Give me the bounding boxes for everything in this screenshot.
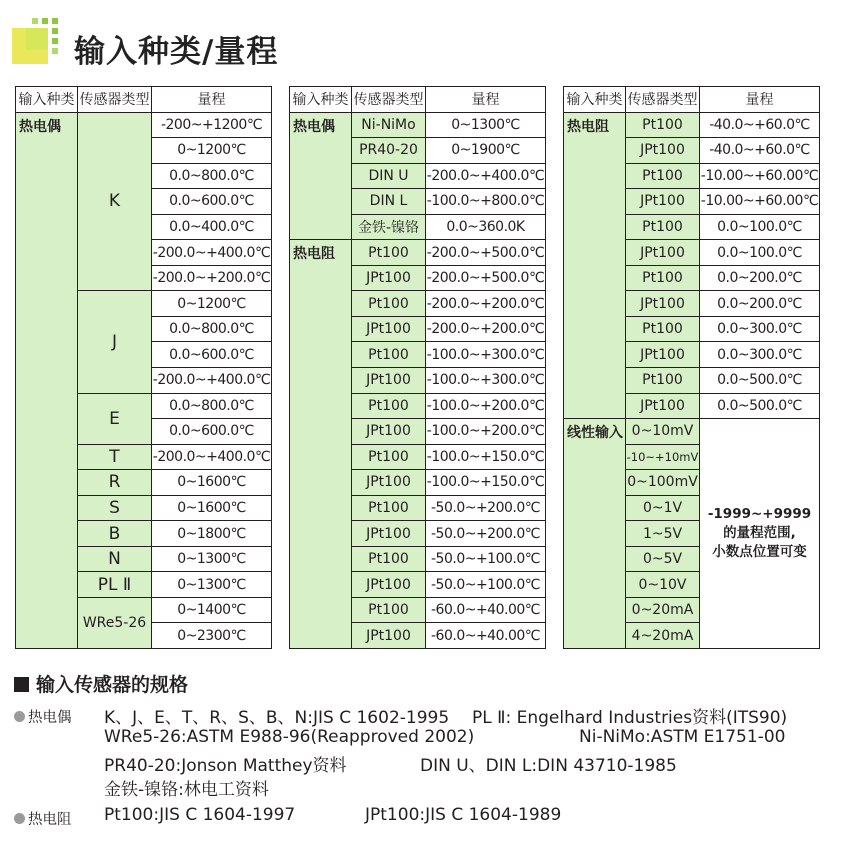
- range-cell: -40.0~+60.0℃: [700, 138, 820, 164]
- range-cell: 0~1600℃: [152, 470, 272, 496]
- sensor-type-cell: JPt100: [352, 316, 426, 342]
- sensor-type-cell: JPt100: [626, 138, 700, 164]
- page-header: [12, 14, 612, 70]
- range-cell: -200.0~+400.0℃: [152, 444, 272, 470]
- sensor-type-cell: Pt100: [626, 368, 700, 394]
- sensor-type-cell: Pt100: [352, 393, 426, 419]
- spec-line: DIN U、DIN L:DIN 43710-1985: [420, 756, 677, 776]
- sensor-type-cell: T: [78, 444, 152, 470]
- page-title: 输入种类/量程: [74, 34, 279, 70]
- sensor-type-cell: Pt100: [626, 265, 700, 291]
- range-cell: -200.0~+500.0℃: [426, 240, 546, 266]
- sensor-type-cell: Pt100: [352, 495, 426, 521]
- range-cell: 0~1400℃: [152, 597, 272, 623]
- spec-section-title-text: 输入传感器的规格: [36, 674, 189, 696]
- range-cell: -60.0~+40.00℃: [426, 623, 546, 649]
- title-corner-mark-icon: [12, 14, 62, 64]
- range-cell: -200.0~+200.0℃: [426, 291, 546, 317]
- sensor-type-cell: 金铁-镍铬: [352, 214, 426, 240]
- sensor-type-cell: 0~5V: [626, 546, 700, 572]
- header-input-type: 输入种类: [290, 87, 352, 113]
- sensor-type-cell: -10~+10mV: [626, 444, 700, 470]
- sensor-type-cell: 0~10V: [626, 572, 700, 598]
- spec-line: Ni-NiMo:ASTM E1751-00: [579, 727, 786, 747]
- range-cell: 0~1200℃: [152, 291, 272, 317]
- sensor-type-cell: DIN U: [352, 163, 426, 189]
- spec-line: JPt100:JIS C 1604-1989: [365, 805, 562, 825]
- range-cell: 0~1300℃: [426, 112, 546, 138]
- range-cell: -100.0~+800.0℃: [426, 189, 546, 215]
- table-row: [290, 112, 546, 138]
- sensor-type-cell: Pt100: [626, 316, 700, 342]
- range-cell: -50.0~+100.0℃: [426, 572, 546, 598]
- sensor-type-cell: Pt100: [352, 444, 426, 470]
- input-type-cell: 热电偶: [16, 112, 78, 648]
- sensor-type-cell: Pt100: [352, 291, 426, 317]
- range-cell: 0.0~500.0℃: [700, 393, 820, 419]
- table-row: [16, 112, 272, 138]
- table-row: [564, 112, 820, 138]
- sensor-type-cell: K: [78, 112, 152, 291]
- table-header-row: [564, 87, 820, 113]
- sensor-type-cell: JPt100: [626, 291, 700, 317]
- table-row: [564, 419, 820, 445]
- sensor-type-cell: JPt100: [352, 470, 426, 496]
- input-type-cell: 热电阻: [564, 112, 626, 419]
- range-cell: 0.0~600.0℃: [152, 342, 272, 368]
- range-cell: 0.0~800.0℃: [152, 393, 272, 419]
- range-cell: -50.0~+200.0℃: [426, 521, 546, 547]
- spec-line: WRe5-26:ASTM E988-96(Reapproved 2002): [104, 727, 475, 747]
- range-cell: 0.0~800.0℃: [152, 316, 272, 342]
- spec-line: PL Ⅱ: Engelhard Industries资料(ITS90): [472, 708, 788, 728]
- sensor-type-cell: E: [78, 393, 152, 444]
- sensor-type-cell: S: [78, 495, 152, 521]
- sensor-type-cell: 0~100mV: [626, 470, 700, 496]
- note-line: -1999~+9999: [707, 506, 812, 523]
- range-cell: 0~1600℃: [152, 495, 272, 521]
- sensor-type-cell: PR40-20: [352, 138, 426, 164]
- sensor-type-cell: Pt100: [352, 342, 426, 368]
- table-header-row: [16, 87, 272, 113]
- range-cell: -50.0~+100.0℃: [426, 546, 546, 572]
- rtd-label-text: 热电阻: [28, 812, 72, 828]
- sensor-type-cell: N: [78, 546, 152, 572]
- sensor-type-cell: Pt100: [626, 214, 700, 240]
- header-input-type: 输入种类: [16, 87, 78, 113]
- sensor-type-cell: JPt100: [352, 265, 426, 291]
- range-cell: 0.0~800.0℃: [152, 163, 272, 189]
- note-line: 的量程范围,: [723, 525, 796, 542]
- table-header-row: [290, 87, 546, 113]
- range-cell: -100.0~+300.0℃: [426, 368, 546, 394]
- sensor-type-cell: JPt100: [352, 521, 426, 547]
- sensor-type-cell: JPt100: [626, 393, 700, 419]
- sensor-type-cell: 4~20mA: [626, 623, 700, 649]
- header-input-type: 输入种类: [564, 87, 626, 113]
- sensor-type-cell: JPt100: [352, 572, 426, 598]
- range-cell: -200.0~+500.0℃: [426, 265, 546, 291]
- round-bullet-icon: [14, 711, 25, 722]
- sensor-type-cell: JPt100: [352, 368, 426, 394]
- range-cell: -10.00~+60.00℃: [700, 189, 820, 215]
- range-cell: 0.0~300.0℃: [700, 342, 820, 368]
- sensor-type-cell: J: [78, 291, 152, 393]
- sensor-type-cell: PL Ⅱ: [78, 572, 152, 598]
- sensor-type-cell: 0~1V: [626, 495, 700, 521]
- range-cell: 0.0~500.0℃: [700, 368, 820, 394]
- range-cell: -10.00~+60.00℃: [700, 163, 820, 189]
- header-range: 量程: [700, 87, 820, 113]
- table-row: [290, 240, 546, 266]
- range-cell: 0.0~100.0℃: [700, 240, 820, 266]
- spec-line: PR40-20:Jonson Matthey资料: [104, 756, 347, 776]
- sensor-type-cell: JPt100: [626, 189, 700, 215]
- range-cell: -200.0~+400.0℃: [152, 368, 272, 394]
- thermocouple-label-text: 热电偶: [28, 710, 72, 726]
- range-cell: -100.0~+150.0℃: [426, 470, 546, 496]
- range-cell: 0.0~360.0K: [426, 214, 546, 240]
- round-bullet-icon: [14, 813, 25, 824]
- header-range: 量程: [426, 87, 546, 113]
- header-sensor-type: 传感器类型: [352, 87, 426, 113]
- sensor-type-cell: 1~5V: [626, 521, 700, 547]
- range-cell: -200~+1200℃: [152, 112, 272, 138]
- range-cell: 0~1800℃: [152, 521, 272, 547]
- range-table-2: [289, 86, 546, 649]
- sensor-type-cell: Pt100: [352, 597, 426, 623]
- sensor-type-cell: B: [78, 521, 152, 547]
- range-cell: 0.0~200.0℃: [700, 291, 820, 317]
- sensor-type-cell: JPt100: [352, 419, 426, 445]
- range-cell: 0~1200℃: [152, 138, 272, 164]
- range-cell: -100.0~+150.0℃: [426, 444, 546, 470]
- range-cell: 0.0~600.0℃: [152, 419, 272, 445]
- range-cell: -40.0~+60.0℃: [700, 112, 820, 138]
- sensor-type-cell: JPt100: [352, 623, 426, 649]
- input-type-cell: 线性输入: [564, 419, 626, 649]
- thermocouple-spec-label: [14, 706, 72, 727]
- range-cell: 0.0~600.0℃: [152, 189, 272, 215]
- range-cell: -200.0~+200.0℃: [152, 265, 272, 291]
- range-cell: 0~1300℃: [152, 546, 272, 572]
- range-cell: -100.0~+200.0℃: [426, 393, 546, 419]
- range-cell: 0.0~200.0℃: [700, 265, 820, 291]
- sensor-type-cell: 0~10mV: [626, 419, 700, 445]
- header-range: 量程: [152, 87, 272, 113]
- input-type-cell: 热电阻: [290, 240, 352, 649]
- range-cell: 0~1900℃: [426, 138, 546, 164]
- range-cell: 0~1300℃: [152, 572, 272, 598]
- range-table-1: [15, 86, 272, 649]
- range-cell: -100.0~+200.0℃: [426, 419, 546, 445]
- spec-section-title: [14, 670, 188, 697]
- linear-range-note: [700, 419, 820, 649]
- sensor-type-cell: JPt100: [626, 342, 700, 368]
- sensor-type-cell: Pt100: [626, 163, 700, 189]
- note-line: 小数点位置可变: [712, 544, 807, 561]
- sensor-type-cell: Ni-NiMo: [352, 112, 426, 138]
- range-cell: -100.0~+300.0℃: [426, 342, 546, 368]
- spec-line: Pt100:JIS C 1604-1997: [104, 805, 296, 825]
- sensor-type-cell: WRe5-26: [78, 597, 152, 648]
- range-cell: 0.0~300.0℃: [700, 316, 820, 342]
- range-cell: -200.0~+400.0℃: [152, 240, 272, 266]
- range-cell: 0.0~400.0℃: [152, 214, 272, 240]
- spec-line: K、J、E、T、R、S、B、N:JIS C 1602-1995: [104, 708, 450, 728]
- sensor-type-cell: DIN L: [352, 189, 426, 215]
- input-type-cell: 热电偶: [290, 112, 352, 240]
- rtd-spec-label: [14, 808, 72, 829]
- range-cell: 0~2300℃: [152, 623, 272, 649]
- header-sensor-type: 传感器类型: [626, 87, 700, 113]
- sensor-type-cell: Pt100: [626, 112, 700, 138]
- sensor-type-cell: Pt100: [352, 546, 426, 572]
- sensor-type-cell: JPt100: [626, 240, 700, 266]
- range-cell: -50.0~+200.0℃: [426, 495, 546, 521]
- spec-line: 金铁-镍铬:林电工资料: [104, 780, 269, 800]
- sensor-type-cell: 0~20mA: [626, 597, 700, 623]
- sensor-type-cell: Pt100: [352, 240, 426, 266]
- sensor-type-cell: R: [78, 470, 152, 496]
- square-bullet-icon: [14, 677, 29, 692]
- range-cell: -60.0~+40.00℃: [426, 597, 546, 623]
- range-cell: -200.0~+400.0℃: [426, 163, 546, 189]
- range-cell: -200.0~+200.0℃: [426, 316, 546, 342]
- header-sensor-type: 传感器类型: [78, 87, 152, 113]
- range-cell: 0.0~100.0℃: [700, 214, 820, 240]
- range-table-3: [563, 86, 820, 649]
